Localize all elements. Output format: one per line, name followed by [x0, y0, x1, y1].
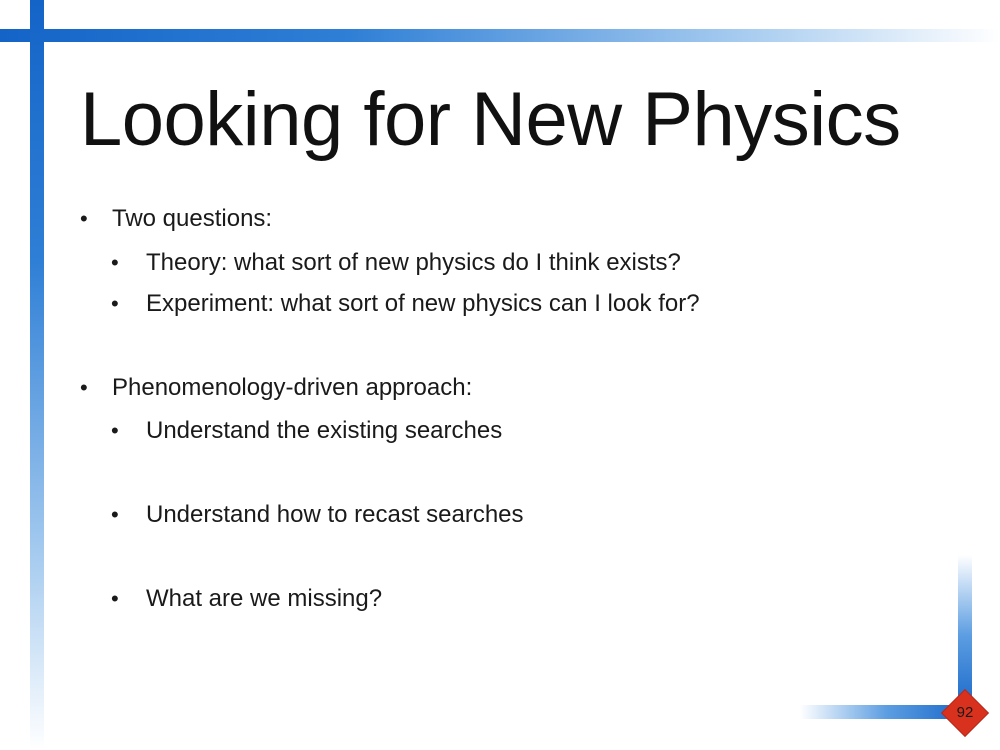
bullet-text: Understand how to recast searches — [146, 501, 524, 528]
bullet-dot-icon: • — [111, 418, 119, 443]
bullet-dot-icon: • — [80, 375, 88, 400]
bullet-dot-icon: • — [111, 291, 119, 316]
bullet-text: Experiment: what sort of new physics can I look for? — [146, 290, 700, 317]
bullet-text: Theory: what sort of new physics do I think exists? — [146, 249, 681, 276]
slide-title: Looking for New Physics — [80, 77, 901, 162]
bullet-text: Phenomenology-driven approach: — [112, 374, 473, 401]
bullet-dot-icon: • — [80, 206, 88, 231]
left-accent-bar — [30, 0, 44, 750]
top-accent-bar — [0, 29, 1000, 42]
bullet-dot-icon: • — [111, 586, 119, 611]
page-number: 92 — [956, 704, 974, 721]
bullet-text: Two questions: — [112, 205, 273, 232]
bullet-text: What are we missing? — [146, 585, 383, 612]
bullet-dot-icon: • — [111, 250, 119, 275]
bullet-dot-icon: • — [111, 502, 119, 527]
bullet-text: Understand the existing searches — [146, 417, 503, 444]
page-number-badge — [942, 690, 988, 736]
